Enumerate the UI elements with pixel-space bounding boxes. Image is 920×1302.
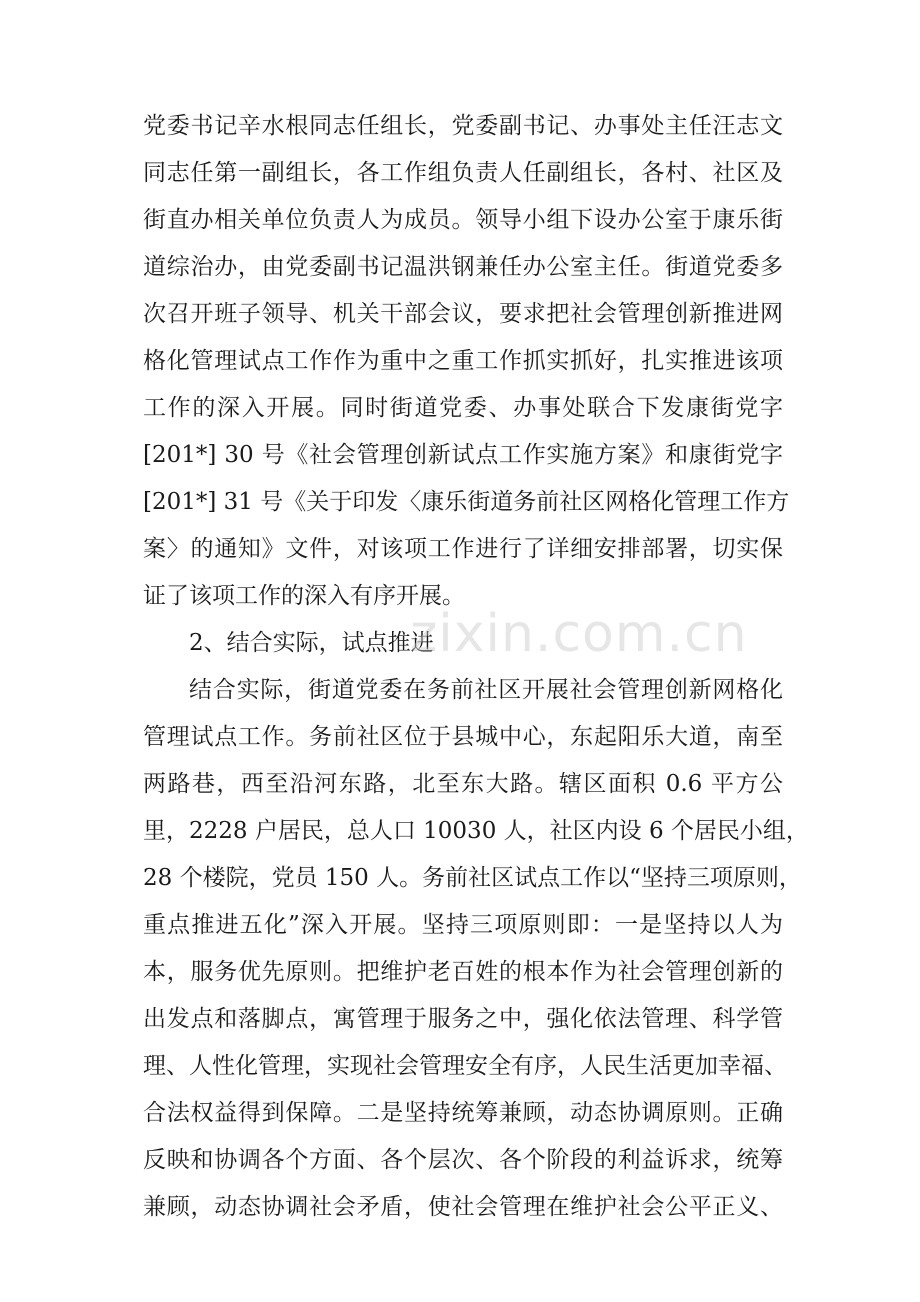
- paragraph-line: 同志任第一副组长，各工作组负责人任副组长，各村、社区及: [143, 160, 783, 186]
- paragraph-line: 证了该项工作的深入有序开展。: [143, 583, 465, 609]
- watermark: zixin.com.cn: [410, 604, 748, 664]
- paragraph-line: 里，2228 户居民，总人口 10030 人，社区内设 6 个居民小组，: [143, 818, 809, 844]
- paragraph-line: 兼顾，动态协调社会矛盾，使社会管理在维护社会公平正义、: [143, 1194, 783, 1220]
- paragraph-line: 次召开班子领导、机关干部会议，要求把社会管理创新推进网: [143, 301, 783, 327]
- paragraph-line: 28 个楼院，党员 150 人。务前社区试点工作以“坚持三项原则，: [143, 865, 802, 891]
- paragraph-line: 反映和协调各个方面、各个层次、各个阶段的利益诉求，统筹: [143, 1147, 783, 1173]
- paragraph-line: 管理试点工作。务前社区位于县城中心，东起阳乐大道，南至: [143, 724, 783, 750]
- paragraph-line: 街直办相关单位负责人为成员。领导小组下设办公室于康乐街: [143, 207, 783, 233]
- paragraph-line: 格化管理试点工作作为重中之重工作抓实抓好，扎实推进该项: [143, 348, 783, 374]
- paragraph-line: 重点推进五化”深入开展。坚持三项原则即：一是坚持以人为: [143, 912, 783, 938]
- paragraph-line: 案〉的通知》文件，对该项工作进行了详细安排部署，切实保: [143, 536, 783, 562]
- paragraph-line: [201*] 31 号《关于印发〈康乐街道务前社区网格化管理工作方: [143, 489, 790, 515]
- paragraph-line: 理、人性化管理，实现社会管理安全有序，人民生活更加幸福、: [143, 1053, 787, 1079]
- paragraph-line: [201*] 30 号《社会管理创新试点工作实施方案》和康街党字: [143, 442, 783, 468]
- paragraph-line: 道综治办，由党委副书记温洪钢兼任办公室主任。街道党委多: [143, 254, 783, 280]
- paragraph-line: 两路巷，西至沿河东路，北至东大路。辖区面积 0.6 平方公: [143, 771, 783, 797]
- paragraph-line: 合法权益得到保障。二是坚持统筹兼顾，动态协调原则。正确: [143, 1100, 783, 1126]
- paragraph-line: 出发点和落脚点，寓管理于服务之中，强化依法管理、科学管: [143, 1006, 783, 1032]
- paragraph-line: 本，服务优先原则。把维护老百姓的根本作为社会管理创新的: [143, 959, 783, 985]
- section-heading: 2、结合实际，试点推进: [189, 630, 434, 656]
- paragraph-line: 党委书记辛水根同志任组长，党委副书记、办事处主任汪志文: [143, 113, 783, 139]
- paragraph-line: 工作的深入开展。同时街道党委、办事处联合下发康街党字: [143, 395, 783, 421]
- paragraph-line: 结合实际，街道党委在务前社区开展社会管理创新网格化: [189, 677, 783, 703]
